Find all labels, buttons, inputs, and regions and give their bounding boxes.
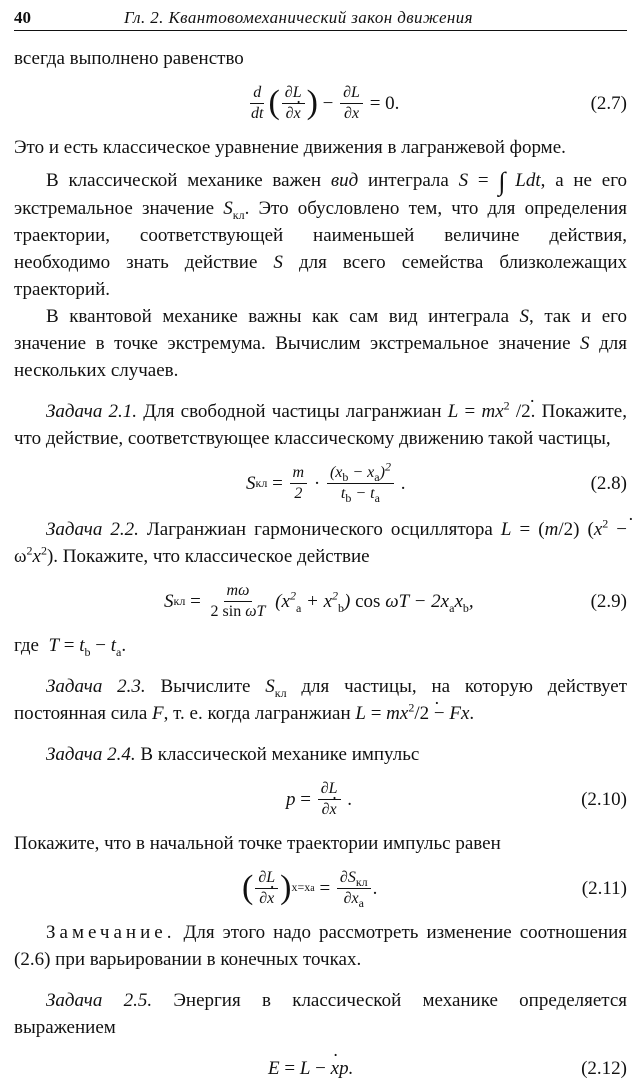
paragraph-quantum: В квантовой механике важны как сам вид интеграла S, так и его значение в точке экстремума. Вычислим экстремальное значение S для нескольких случаев.: [14, 306, 627, 381]
formula-2-12: E = L − x · p.: [268, 1045, 353, 1091]
task-2-4: Задача 2.4. В классической механике импульс: [46, 744, 420, 765]
task-2-3: Задача 2.3. Вычислите $S_{кл}$ для частицы, на которую действует постоянная сила F, т. е. когда лагранжиан L = mx ·$^2$/2 − Fx.: [14, 673, 627, 727]
equation-number: (2.12): [581, 1057, 627, 1079]
paragraph-show-momentum: Покажите, что в начальной точке траектории импульс равен: [14, 833, 501, 854]
equation-number: (2.10): [581, 788, 627, 810]
running-header: [14, 4, 627, 31]
equation-2-8: [14, 456, 627, 510]
formula-2-11: ( $\frac{\partial L}{\partial x}$ · ) x=xa = $\frac{\partial S_{кл}}{\partial x_a}$ .: [242, 861, 377, 915]
page-number: 40: [14, 8, 31, 27]
paragraph-intro: всегда выполнено равенство: [14, 48, 244, 69]
where-clause: где $T = t_b - t_a$.: [14, 635, 127, 659]
equation-2-7: [14, 76, 627, 130]
equation-2-10: [14, 772, 627, 826]
formula-2-7: $\frac{d}{dt}$ ( $\frac{\partial L}{\partial x}$ · ) − $\frac{\partial L}{\partial x}$ = 0.: [246, 76, 399, 130]
equation-number: (2.9): [590, 590, 627, 612]
equation-number: (2.11): [581, 877, 627, 899]
equation-2-9: [14, 574, 627, 628]
equation-2-11: [14, 861, 627, 915]
task-2-2: Задача 2.2. Лагранжиан гармонического осциллятора L = (m/2) $(x \cdot^2 - \omega^2x^2)$. Покажите, что классическое действие: [14, 516, 627, 570]
formula-2-9: S кл = $\frac{m\omega}{\text{2 sin ωT}}$ $(x^2_a + x^2_b)$ $\cos \omega T - 2x_ax_b$,: [164, 581, 474, 620]
task-2-5: Задача 2.5. Энергия в классической механике определяется выражением: [14, 990, 627, 1038]
equation-number: (2.7): [590, 92, 627, 114]
task-2-1: Задача 2.1. Для свободной частицы лагранжиан L = mx ·$^2$ /2. Покажите, что действие, соответствующее классическому движению такой частицы,: [14, 398, 627, 452]
paragraph-classical: В классической механике важен вид интеграла S = ∫ Ldt, а не его экстремальное значение $S_{кл}$. Это обусловлено тем, что для определения траектории, соответствующей наименьшей величине действия, необходимо знать действие S для всего семейства близколежащих траекторий.: [14, 167, 628, 300]
chapter-title: Гл. 2. Квантовомеханический закон движения: [124, 8, 473, 27]
equation-2-12: [14, 1045, 627, 1091]
equation-number: (2.8): [590, 472, 627, 494]
formula-2-8: S кл = $\frac{m}{2}$ · $\frac{(x_b - x_a)^2}{t_b - t_a}$ .: [246, 459, 406, 505]
paragraph-lagrange-form: Это и есть классическое уравнение движения в лагранжевой форме.: [14, 137, 566, 158]
remark: Замечание. Для этого надо рассмотреть изменение соотношения (2.6) при варьировании в конечных точках.: [14, 922, 627, 970]
formula-2-10: p = $\frac{\partial L}{\partial x}$ · .: [286, 772, 352, 826]
